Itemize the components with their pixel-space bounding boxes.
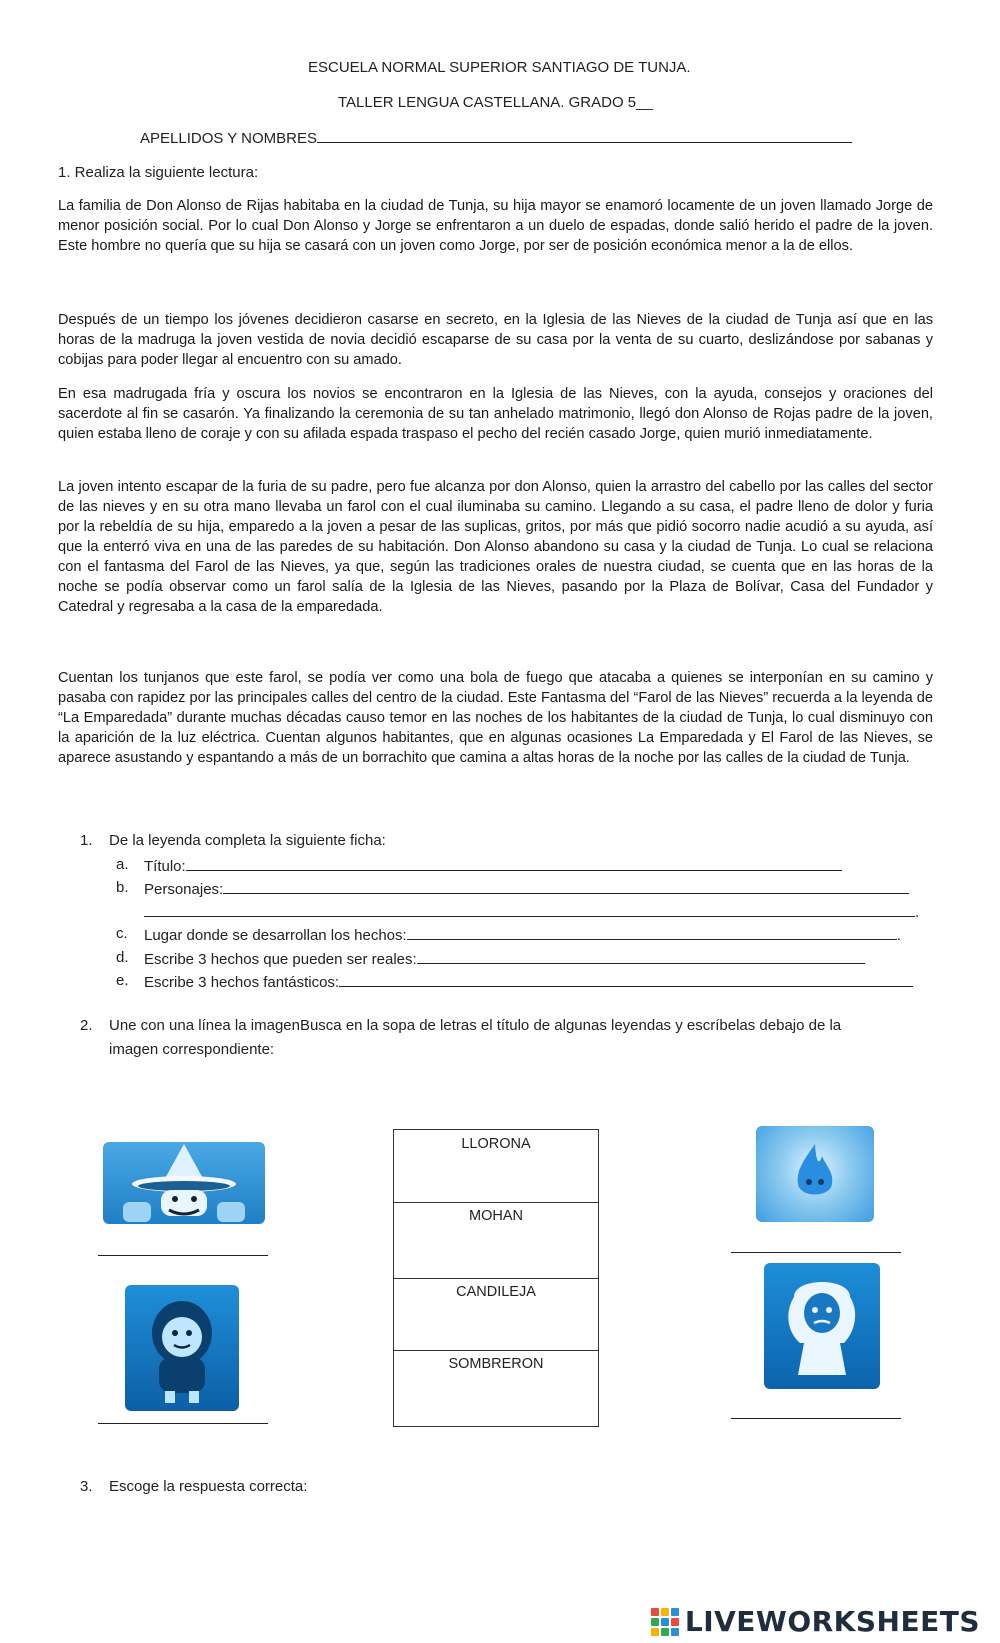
candileja-picture [756, 1126, 874, 1222]
paragraph-2: Después de un tiempo los jóvenes decidieron casarse en secreto, en la Iglesia de las Nieves de la ciudad de Tunja así que en las horas de la madruga la joven vestida de novia decidió escaparse de su casa por la venta de su cuarto, deslizándose por sabanas y cobijas para poder llegar al encuentro con su amado. [58, 312, 933, 368]
mohan-answer-line[interactable] [98, 1423, 268, 1424]
names-label [140, 128, 852, 147]
question-1-text: De la leyenda completa la siguiente ficha: [109, 832, 386, 849]
word-mohan[interactable]: MOHAN [469, 1208, 523, 1224]
liveworksheets-brand: LIVEWORKSHEETS [684, 1605, 980, 1638]
item-b-row [144, 879, 909, 898]
real-facts-blank[interactable] [417, 949, 865, 964]
item-d-label: Escribe 3 hechos que pueden ser reales: [144, 951, 417, 968]
liveworksheets-logo [651, 1605, 980, 1638]
item-c-label: Lugar donde se desarrollan los hechos: [144, 927, 407, 944]
characters-blank-2[interactable] [144, 902, 915, 917]
question-2-line2: imagen correspondiente: [109, 1041, 275, 1058]
item-b-extra-row [144, 902, 919, 921]
table-divider [394, 1202, 598, 1203]
item-a [116, 856, 129, 873]
table-divider [394, 1350, 598, 1351]
item-a-row [144, 856, 842, 875]
item-b-letter: b. [116, 879, 129, 896]
question-3-text: Escoge la respuesta correcta: [109, 1478, 308, 1495]
characters-blank[interactable] [223, 879, 909, 894]
item-e [116, 972, 129, 989]
item-b [116, 879, 129, 896]
school-title: ESCUELA NORMAL SUPERIOR SANTIAGO DE TUNJA. [308, 59, 691, 76]
item-b-extra-suffix: . [915, 904, 920, 921]
place-blank[interactable] [407, 925, 897, 940]
llorona-picture [764, 1263, 880, 1389]
paragraph-5: Cuentan los tunjanos que este farol, se podía ver como una bola de fuego que atacaba a quienes se interponían en su camino y pasaba con rapidez por las principales calles del centro de la ciudad. Este Fantasma del “Farol de las Nieves” recuerda a la leyenda de “La Emparedada” durante muchas décadas causo temor en las noches de los habitantes de la ciudad de Tunja, lo cual disminuyo con la aparición de la luz eléctrica. Cuentan algunos habitantes, que en algunas ocasiones La Emparedada y El Farol de las Nieves, se aparece asustando y espantando a más de un borrachito que camina a altas horas de la noche por las calles de la ciudad de Tunja. [58, 670, 933, 766]
workshop-title: TALLER LENGUA CASTELLANA. GRADO 5__ [338, 94, 653, 111]
question-2-number: 2. [80, 1017, 93, 1034]
candileja-icon [756, 1126, 874, 1222]
mohan-icon [125, 1285, 239, 1411]
item-d [116, 949, 129, 966]
item-c-suffix: . [896, 927, 901, 944]
names-label-text: APELLIDOS Y NOMBRES [140, 130, 318, 147]
word-candileja[interactable]: CANDILEJA [456, 1284, 536, 1300]
legend-words-table [393, 1129, 599, 1427]
paragraph-1: La familia de Don Alonso de Rijas habitaba en la ciudad de Tunja, su hija mayor se enamoró locamente de un joven llamado Jorge de menor posición social. Por lo cual Don Alonso y Jorge se enfrentaron a un duelo de espadas, donde salió herido el padre de la joven. Este hombre no quería que su hija se casará con un joven como Jorge, por ser de posición económica menor a la de ellos. [58, 198, 933, 254]
mohan-picture [125, 1285, 239, 1411]
sombreron-picture [103, 1142, 265, 1224]
candileja-answer-line[interactable] [731, 1252, 901, 1253]
paragraph-4: La joven intento escapar de la furia de su padre, pero fue alcanza por don Alonso, quien la arrastro del cabello por las calles del sector de las nieves y en su otra mano llevaba un farol con el cual iluminaba su camino. Llegando a su casa, el padre lleno de dolor y furia por la rebeldía de su hija, emparedo a la joven a pesar de las suplicas, gritos, por más que pidió socorro nadie acudió a su ayuda, así que la enterró viva en una de las paredes de su habitación. Don Alonso abandono su casa y la ciudad de Tunja. Lo cual se relaciona con el fantasma del Farol de las Nieves, ya que, según las tradiciones orales de nuestra ciudad, se cuenta que en las horas de la noche se podía observar como un farol salía de la Iglesia de las Nieves, pasando por la Plaza de Bolívar, Casa del Fundador y Catedral y regresaba a la casa de la emparedada. [58, 479, 933, 615]
word-llorona[interactable]: LLORONA [461, 1136, 531, 1152]
item-d-row [144, 949, 865, 968]
question-3-number: 3. [80, 1478, 93, 1495]
item-c-letter: c. [116, 925, 128, 942]
item-c [116, 925, 128, 942]
sombreron-answer-line[interactable] [98, 1255, 268, 1256]
llorona-answer-line[interactable] [731, 1418, 901, 1419]
names-blank[interactable] [317, 128, 852, 143]
item-b-label: Personajes: [144, 881, 224, 898]
item-a-letter: a. [116, 856, 129, 873]
sombreron-icon [103, 1142, 265, 1224]
table-divider [394, 1278, 598, 1279]
item-a-label: Título: [144, 858, 186, 875]
item-e-label: Escribe 3 hechos fantásticos: [144, 974, 340, 991]
llorona-icon [764, 1263, 880, 1389]
fantastic-facts-blank[interactable] [339, 972, 913, 987]
paragraph-3: En esa madrugada fría y oscura los novios se encontraron en la Iglesia de las Nieves, con la ayuda, consejos y oraciones del sacerdote al fin se casarón. Ya finalizando la ceremonia de su tan anhelado matrimonio, llegó don Alonso de Rojas padre de la joven, quien estaba lleno de coraje y con su afilada espada traspaso el pecho del recién casado Jorge, quien murió inmediatamente. [58, 386, 933, 442]
question-1-number: 1. [80, 832, 93, 849]
item-e-letter: e. [116, 972, 129, 989]
title-blank[interactable] [186, 856, 842, 871]
word-sombreron[interactable]: SOMBRERON [448, 1356, 544, 1372]
item-e-row [144, 972, 913, 991]
item-d-letter: d. [116, 949, 129, 966]
reading-instruction: 1. Realiza la siguiente lectura: [58, 164, 259, 181]
item-c-row [144, 925, 901, 944]
question-2-line1: Une con una línea la imagenBusca en la sopa de letras el título de algunas leyendas y escríbelas debajo de la [109, 1017, 842, 1034]
liveworksheets-icon [651, 1608, 681, 1636]
